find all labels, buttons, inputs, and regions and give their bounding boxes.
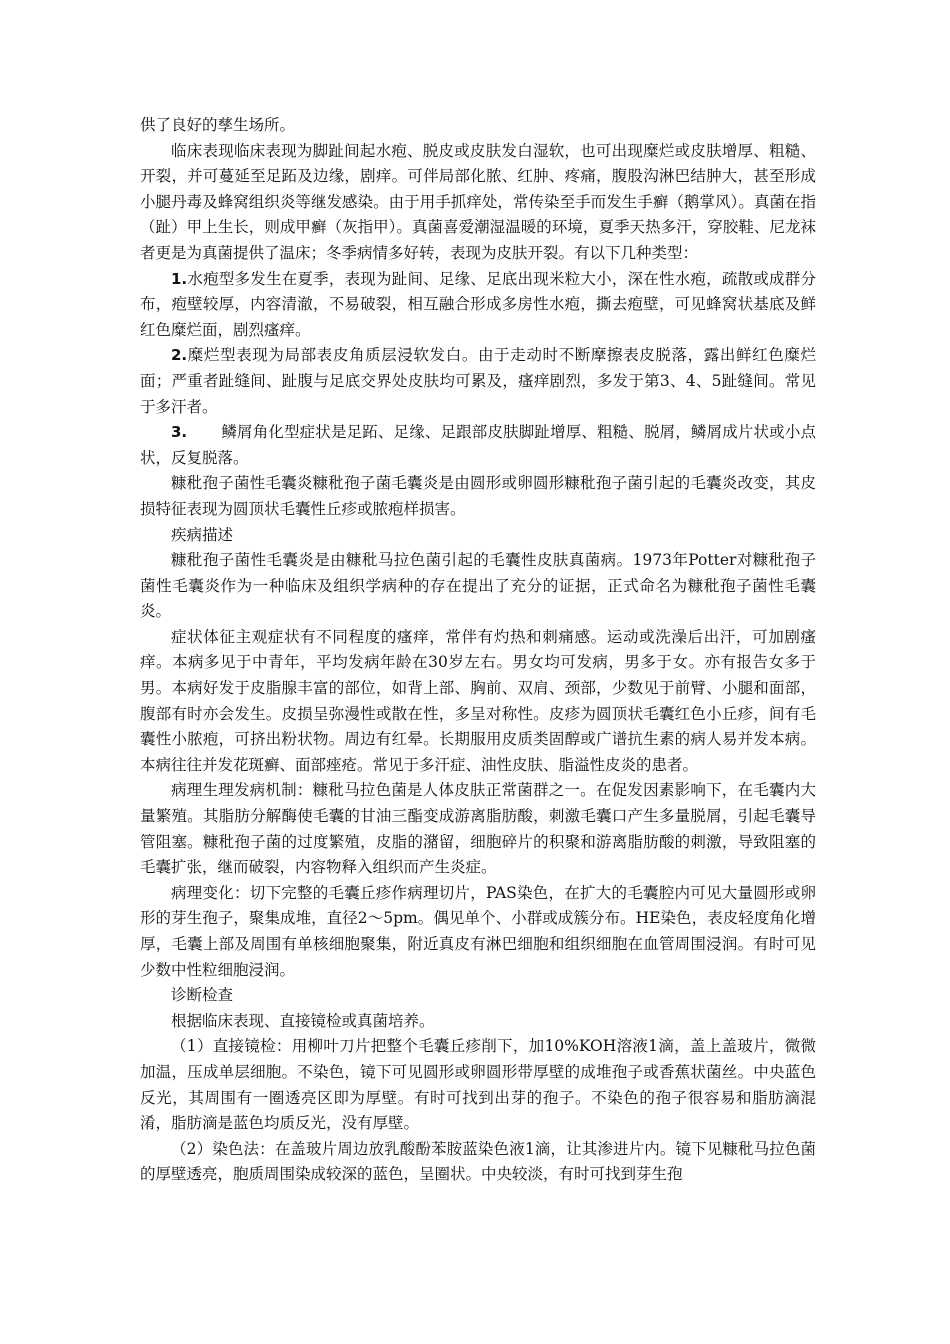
paragraph-pathophysiology: 病理生理发病机制：糠秕马拉色菌是人体皮肤正常菌群之一。在促发因素影响下，在毛囊内大量繁殖。其脂肪分解酶使毛囊的甘油三酯变成游离脂肪酸，刺激毛囊口产生多量脱屑，引起毛囊导管阻塞。糠秕孢子菌的过度繁殖，皮脂的潴留，细胞碎片的积聚和游离脂肪酸的刺激，导致阻塞的毛囊扩张，继而破裂，内容物释入组织而产生炎症。	[140, 781, 816, 877]
paragraph-symptoms: 症状体征主观症状有不同程度的瘙痒，常伴有灼热和刺痛感。运动或洗澡后出汗，可加剧瘙痒。本病多见于中青年，平均发病年龄在30岁左右。男女均可发病，男多于女。亦有报告女多于男。本病好发于皮脂腺丰富的部位，如背上部、胸前、双肩、颈部，少数见于前臂、小腿和面部，腹部有时亦会发生。皮损呈弥漫性或散在性，多呈对称性。皮疹为圆顶状毛囊红色小丘疹，间有毛囊性小脓疱，可挤出粉状物。周边有红晕。长期服用皮质类固醇或广谱抗生素的病人易并发本病。本病往往并发花斑癣、面部痤疮。常见于多汗症、油性皮肤、脂溢性皮炎的患者。	[140, 627, 816, 774]
paragraph-folliculitis-intro: 糠秕孢子菌性毛囊炎糠秕孢子菌毛囊炎是由圆形或卵圆形糠秕孢子菌引起的毛囊炎改变，其皮损特征表现为圆顶状毛囊性丘疹或脓疱样损害。	[140, 474, 816, 518]
list-item-text: 糜烂型表现为局部表皮角质层浸软发白。由于走动时不断摩擦表皮脱落，露出鲜红色糜烂面；严重者趾缝间、趾腹与足底交界处皮肤均可累及，瘙痒剧烈，多发于第3、4、5趾缝间。常见于多汗者。	[140, 346, 816, 416]
paragraph-intro: 供了良好的孳生场所。	[140, 116, 296, 134]
list-item-erosive-type	[140, 343, 816, 420]
list-number: 1.	[171, 269, 188, 288]
list-item-text: 鳞屑角化型症状是足跖、足缘、足跟部皮肤脚趾增厚、粗糙、脱屑，鳞屑成片状或小点状，反复脱落。	[140, 423, 816, 467]
list-item-vesicular-type	[140, 267, 816, 344]
paragraph-diagnosis-basis: 根据临床表现、直接镜检或真菌培养。	[171, 1011, 435, 1030]
paragraph-direct-microscopy: （1）直接镜检：用柳叶刀片把整个毛囊丘疹削下，加10%KOH溶液1滴，盖上盖玻片，微微加温，压成单层细胞。不染色，镜下可见圆形或卵圆形带厚壁的成堆孢子或香蕉状菌丝。中央蓝色反光，其周围有一圈透亮区即为厚壁。有时可找到出芽的孢子。不染色的孢子很容易和脂肪滴混淆，脂肪滴是蓝色均质反光，没有厚壁。	[140, 1037, 816, 1133]
list-number: 3.	[171, 423, 188, 442]
list-item-text: 水疱型多发生在夏季，表现为趾间、足缘、足底出现米粒大小，深在性水疱，疏散或成群分布，疱壁较厚，内容清澈，不易破裂，相互融合形成多房性水疱，撕去疱壁，可见蜂窝状基底及鲜红色糜烂面，剧烈瘙痒。	[140, 269, 816, 339]
list-number: 2.	[171, 346, 188, 365]
paragraph-disease-description: 糠秕孢子菌性毛囊炎是由糠秕马拉色菌引起的毛囊性皮肤真菌病。1973年Potter对糠秕孢子菌性毛囊炎作为一种临床及组织学病种的存在提出了充分的证据，正式命名为糠秕孢子菌性毛囊炎。	[140, 551, 816, 621]
document-page	[140, 113, 816, 1188]
list-item-squamous-type	[140, 420, 816, 471]
paragraph-clinical-manifestation: 临床表现临床表现为脚趾间起水疱、脱皮或皮肤发白湿软，也可出现糜烂或皮肤增厚、粗糙、开裂，并可蔓延至足跖及边缘，剧痒。可伴局部化脓、红肿、疼痛，腹股沟淋巴结肿大，甚至形成小腿丹毒及蜂窝组织炎等继发感染。由于用手抓痒处，常传染至手而发生手癣（鹅掌风）。真菌在指（趾）甲上生长，则成甲癣（灰指甲）。真菌喜爱潮湿温暖的环境，夏季天热多汗，穿胶鞋、尼龙袜者更是为真菌提供了温床；冬季病情多好转，表现为皮肤开裂。有以下几种类型：	[140, 141, 816, 262]
paragraph-pathology-changes: 病理变化：切下完整的毛囊丘疹作病理切片，PAS染色，在扩大的毛囊腔内可见大量圆形或卵形的芽生孢子，聚集成堆，直径2～5pm。偶见单个、小群或成簇分布。HE染色，表皮轻度角化增厚，毛囊上部及周围有单核细胞聚集，附近真皮有淋巴细胞和组织细胞在血管周围浸润。有时可见少数中性粒细胞浸润。	[140, 883, 816, 979]
heading-diagnosis: 诊断检查	[171, 986, 234, 1005]
paragraph-staining: （2）染色法：在盖玻片周边放乳酸酚苯胺蓝染色液1滴，让其渗进片内。镜下见糠秕马拉色菌的厚壁透亮，胞质周围染成较深的蓝色，呈圈状。中央较淡，有时可找到芽生孢	[140, 1139, 816, 1184]
heading-disease-description: 疾病描述	[171, 525, 234, 544]
